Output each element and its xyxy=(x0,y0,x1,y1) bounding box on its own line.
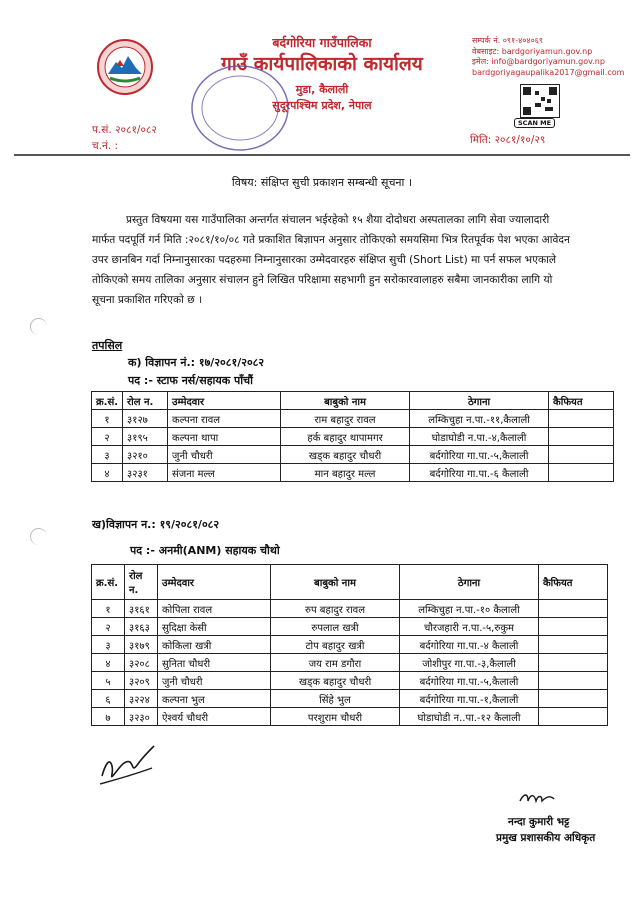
dispatch-number: च.नं. : xyxy=(92,140,119,152)
col-candidate: उम्मेदवार xyxy=(158,565,271,600)
table-row xyxy=(92,410,614,428)
cell-sn: १ xyxy=(92,410,123,428)
cell-sn: ३ xyxy=(92,446,123,464)
signatory-name: नन्दा कुमारी भट्ट xyxy=(508,816,570,828)
cell-address: घोडाघोडी न..पा.-१२ कैलाली xyxy=(400,708,539,726)
punch-hole-mark xyxy=(30,318,47,335)
cell-sn: ४ xyxy=(92,654,125,672)
cell-candidate: सुदिक्षा केसी xyxy=(158,618,271,636)
punch-hole-mark xyxy=(30,528,47,545)
cell-sn: ४ xyxy=(92,464,123,482)
cell-candidate: जुनी चौधरी xyxy=(168,446,281,464)
contact-block xyxy=(472,36,625,78)
contact-email: इमेल: info@bardgoriyamun.gov.np xyxy=(472,57,605,66)
cell-address: चौरजहारी न.पा.-५,रुकुम xyxy=(400,618,539,636)
notice-subject: विषय: संक्षिप्त सुची प्रकाशन सम्बन्धी सूचना । xyxy=(231,176,413,189)
cell-roll: ३१२७ xyxy=(123,410,168,428)
table-row xyxy=(92,428,614,446)
table-row xyxy=(92,690,608,708)
table-header-row xyxy=(92,392,614,410)
cell-address: लम्किचुहा न.पा.-११,कैलाली xyxy=(410,410,549,428)
cell-remarks xyxy=(539,636,608,654)
cell-remarks xyxy=(539,690,608,708)
advertisement-number-2: ख)विज्ञापन न.: १९/२०८१/०८२ xyxy=(92,518,220,531)
cell-address: बर्दगोरिया गा.पा.-६ कैलाली xyxy=(410,464,549,482)
cell-father: परशुराम चौधरी xyxy=(271,708,400,726)
cell-address: लम्किचुहा न.पा.-१० कैलाली xyxy=(400,600,539,618)
shortlist-table-2 xyxy=(91,564,608,726)
signatory-title: प्रमुख प्रशासकीय अधिकृत xyxy=(496,832,596,844)
cell-roll: ३१६१ xyxy=(125,600,158,618)
cell-sn: २ xyxy=(92,618,125,636)
post-title-1: पद :- स्टाफ नर्स/सहायक पाँचौं xyxy=(128,374,253,387)
cell-father: हर्क बहादुर थापामगर xyxy=(281,428,410,446)
cell-candidate: जुनी चौधरी xyxy=(158,672,271,690)
cell-candidate: कोकिला खत्री xyxy=(158,636,271,654)
table-row xyxy=(92,672,608,690)
office-stamp-icon xyxy=(188,62,292,154)
col-roll: रोल न. xyxy=(125,565,158,600)
table-row xyxy=(92,464,614,482)
handwritten-signature-left xyxy=(96,732,166,792)
office-name: गाउँ कार्यपालिकाको कार्यालय xyxy=(221,53,423,75)
details-heading: तपसिल xyxy=(92,339,123,352)
header-divider xyxy=(14,154,630,156)
cell-remarks xyxy=(549,464,614,482)
cell-address: बर्दगोरिया गा.पा.-१,कैलाली xyxy=(400,690,539,708)
cell-sn: ७ xyxy=(92,708,125,726)
cell-remarks xyxy=(539,654,608,672)
municipality-name: बर्दगोरिया गाउँपालिका xyxy=(272,35,372,50)
post-title-2: पद :- अनमी(ANM) सहायक चौथो xyxy=(130,544,280,557)
qr-code-icon xyxy=(520,84,560,118)
cell-father: राम बहादुर रावल xyxy=(281,410,410,428)
cell-remarks xyxy=(539,600,608,618)
cell-roll: ३२२४ xyxy=(125,690,158,708)
cell-sn: १ xyxy=(92,600,125,618)
cell-remarks xyxy=(549,446,614,464)
qr-scan-label: SCAN ME xyxy=(514,118,555,128)
cell-father: सिंहे भुल xyxy=(271,690,400,708)
shortlist-table-1 xyxy=(91,391,614,482)
cell-address: घोडाघोडी न.पा.-४,कैलाली xyxy=(410,428,549,446)
cell-sn: ३ xyxy=(92,636,125,654)
cell-sn: २ xyxy=(92,428,123,446)
cell-candidate: कोपिला रावल xyxy=(158,600,271,618)
col-roll: रोल न. xyxy=(123,392,168,410)
advertisement-number-1: क) विज्ञापन नं.: १७/२०८१/२०८२ xyxy=(128,356,265,369)
col-candidate: उम्मेदवार xyxy=(168,392,281,410)
cell-father: रुपलाल खत्री xyxy=(271,618,400,636)
cell-father: मान बहादुर मल्ल xyxy=(281,464,410,482)
cell-roll: ३१७९ xyxy=(125,636,158,654)
table-row xyxy=(92,446,614,464)
cell-sn: ५ xyxy=(92,672,125,690)
cell-candidate: कल्पना रावल xyxy=(168,410,281,428)
cell-candidate: कल्पना भुल xyxy=(158,690,271,708)
office-province: सुदूरपश्चिम प्रदेश, नेपाल xyxy=(272,99,372,112)
table-row xyxy=(92,654,608,672)
table-row xyxy=(92,600,608,618)
handwritten-signature-right xyxy=(516,785,566,809)
cell-roll: ३१६३ xyxy=(125,618,158,636)
cell-address: बर्दगोरिया गा.पा.-४ कैलाली xyxy=(400,636,539,654)
cell-roll: ३२३१ xyxy=(123,464,168,482)
cell-roll: ३२०८ xyxy=(125,654,158,672)
notice-date: मिति: २०८१/१०/२९ xyxy=(470,134,546,146)
cell-father: खड्क बहादुर चौधरी xyxy=(281,446,410,464)
col-sn: क्र.सं. xyxy=(92,392,123,410)
notice-body: प्रस्तुत विषयमा यस गाउँपालिका अन्तर्गत संचालन भईरहेको १५ शैया दोदोधरा अस्पतालका लागि सेवा ज्यालादारी मार्फत पदपूर्ति गर्न मिति :२०८१/१०/०८ गते प्रकाशित बिज्ञापन अनुसार तोकिएको समयसिमा भित्र रितपूर्वक पेश भएका आवेदन उपर छानबिन गर्दा निम्नानुसारका पदहरुमा निम्नानुसारका उम्मेदवारहरु संक्षिप्त सुची (Short List) मा पर्न सफल भएकाले तोकिएको समय तालिका अनुसार संचालन हुने लिखित परिक्षामा सहभागी हुन सरोकारवालाहरु सबैमा जानकारीका लागि यो सूचना प्रकाशित गरिएको छ । xyxy=(92,214,570,306)
cell-remarks xyxy=(539,618,608,636)
cell-father: जय राम डगौरा xyxy=(271,654,400,672)
contact-email2: bardgoriyagaupalika2017@gmail.com xyxy=(472,67,625,77)
cell-roll: ३२१० xyxy=(123,446,168,464)
cell-roll: ३२३० xyxy=(125,708,158,726)
col-father: बाबुको नाम xyxy=(281,392,410,410)
office-place: मुडा, कैलाली xyxy=(295,83,349,96)
cell-address: बर्दगोरिया गा.पा.-५,कैलाली xyxy=(410,446,549,464)
col-address: ठेगाना xyxy=(400,565,539,600)
table-row xyxy=(92,708,608,726)
table-row xyxy=(92,618,608,636)
cell-address: जोशीपुर गा.पा.-३,कैलाली xyxy=(400,654,539,672)
cell-candidate: ऐश्वर्य चौधरी xyxy=(158,708,271,726)
cell-candidate: कल्पना थापा xyxy=(168,428,281,446)
reference-number: प.सं. २०८१/०८२ xyxy=(92,124,157,136)
col-father: बाबुको नाम xyxy=(271,565,400,600)
cell-sn: ६ xyxy=(92,690,125,708)
table-header-row xyxy=(92,565,608,600)
col-sn: क्र.सं. xyxy=(92,565,125,600)
cell-remarks xyxy=(539,708,608,726)
cell-father: टोप बहादुर खत्री xyxy=(271,636,400,654)
cell-roll: ३१९५ xyxy=(123,428,168,446)
cell-candidate: संजना मल्ल xyxy=(168,464,281,482)
col-remarks: कैफियत xyxy=(549,392,614,410)
contact-website: वेबसाइट: bardgoriyamun.gov.np xyxy=(472,46,593,56)
cell-remarks xyxy=(549,410,614,428)
cell-father: खड्क बहादुर चौधरी xyxy=(271,672,400,690)
cell-father: रुप बहादुर रावल xyxy=(271,600,400,618)
table-row xyxy=(92,636,608,654)
contact-phone: सम्पर्क नं. ०९१-४०४०६९ xyxy=(472,36,544,45)
cell-address: बर्दगोरिया गा.पा.-५,कैलाली xyxy=(400,672,539,690)
col-address: ठेगाना xyxy=(410,392,549,410)
col-remarks: कैफियत xyxy=(539,565,608,600)
cell-roll: ३२०९ xyxy=(125,672,158,690)
cell-remarks xyxy=(539,672,608,690)
cell-candidate: सुनिता चौधरी xyxy=(158,654,271,672)
cell-remarks xyxy=(549,428,614,446)
